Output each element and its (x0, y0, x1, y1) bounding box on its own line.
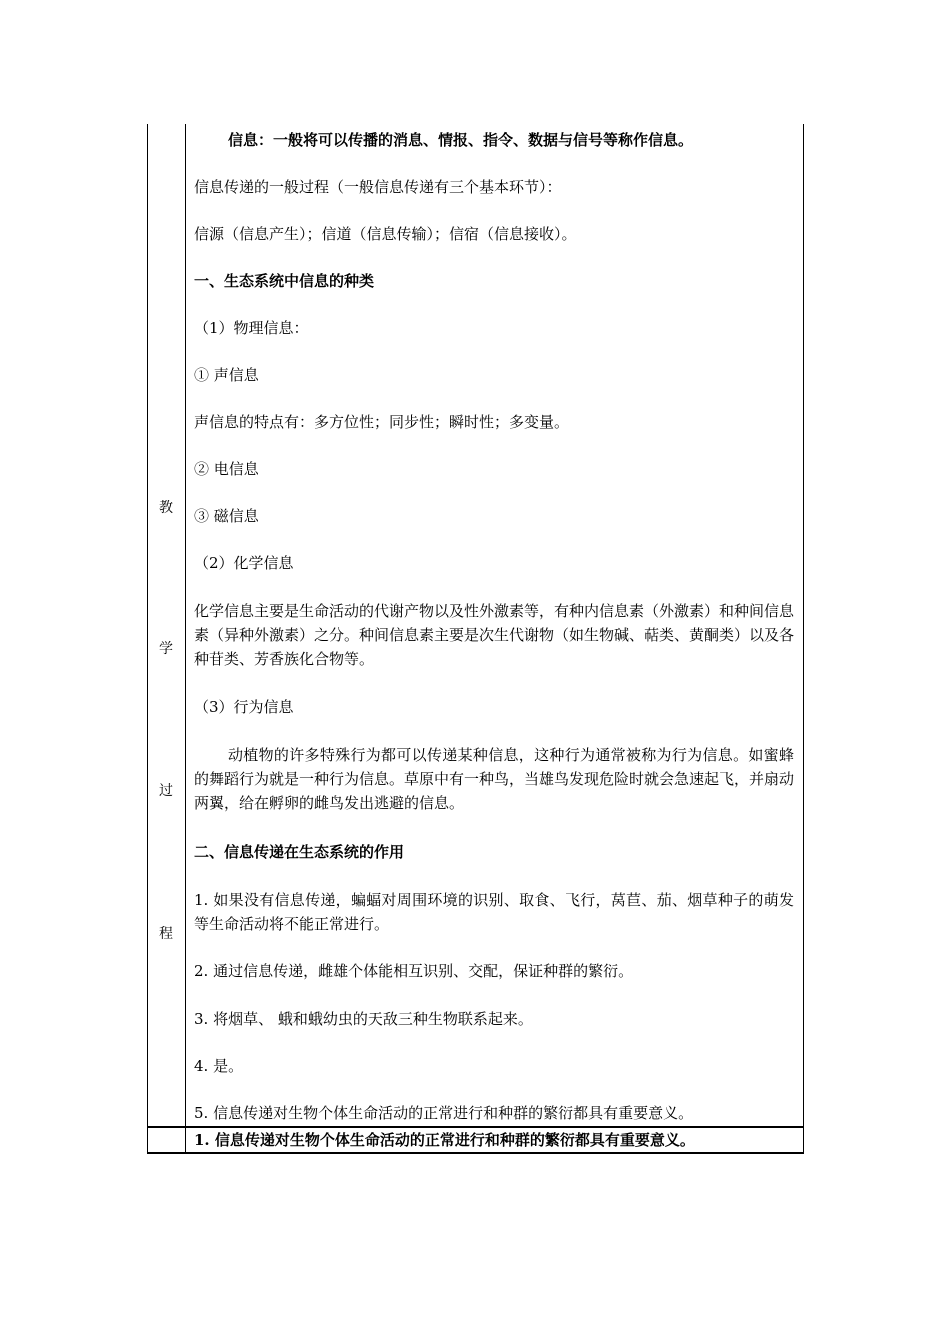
summary-text: 1. 信息传递对生物个体生命活动的正常进行和种群的繁衍都具有重要意义。 (194, 1131, 695, 1149)
text-line: 3. 将烟草、 蛾和蛾幼虫的天敌三种生物联系起来。 (194, 1010, 533, 1028)
paragraph: 1. 如果没有信息传递，蝙蝠对周围环境的识别、取食、飞行，莴苣、茄、烟草种子的萌发等生命活动将不能正常进行。 (194, 891, 794, 933)
text-line: 信源（信息产生）；信道（信息传输）；信宿（信息接收）。 (194, 225, 577, 243)
table-left-border (147, 124, 148, 1154)
side-label-char: 学 (159, 641, 173, 657)
text-line: （2）化学信息 (194, 554, 294, 572)
info-definition: 信息：一般将可以传播的消息、情报、指令、数据与信号等称作信息。 (228, 131, 694, 149)
section-heading: 一、生态系统中信息的种类 (194, 272, 375, 290)
text-line: 声信息的特点有：多方位性；同步性；瞬时性；多变量。 (194, 413, 570, 431)
text-line: （3）行为信息 (194, 698, 294, 716)
text-line: 2. 通过信息传递，雌雄个体能相互识别、交配，保证种群的繁衍。 (194, 962, 634, 980)
table-bottom-border (147, 1152, 804, 1154)
text-line: ② 电信息 (194, 460, 259, 478)
paragraph: 动植物的许多特殊行为都可以传递某种信息，这种行为通常被称为行为信息。如蜜蜂的舞蹈行为就是一种行为信息。草原中有一种鸟，当雄鸟发现危险时就会急速起飞，并扇动两翼，给在孵卵的雌鸟发出逃避的信息。 (194, 746, 795, 812)
text-line: 5. 信息传递对生物个体生命活动的正常进行和种群的繁衍都具有重要意义。 (194, 1104, 694, 1122)
side-label-char: 程 (159, 926, 173, 942)
paragraph: 化学信息主要是生命活动的代谢产物以及性外激素等，有种内信息素（外激素）和种间信息素（异种外激素）之分。种间信息素主要是次生代谢物（如生物碱、萜类、黄酮类）以及各种苷类、芳香族化合物等。 (194, 602, 795, 668)
text-line: （1）物理信息： (194, 319, 309, 337)
table-right-border (803, 124, 804, 1154)
side-label-char: 教 (159, 500, 173, 516)
text-line: 信息传递的一般过程（一般信息传递有三个基本环节）： (194, 178, 562, 196)
text-line: ③ 磁信息 (194, 507, 259, 525)
table-column-divider (185, 124, 186, 1154)
text-line: ① 声信息 (194, 366, 259, 384)
section-heading: 二、信息传递在生态系统的作用 (194, 843, 405, 861)
text-line: 4. 是。 (194, 1057, 244, 1075)
side-label-char: 过 (159, 783, 173, 799)
